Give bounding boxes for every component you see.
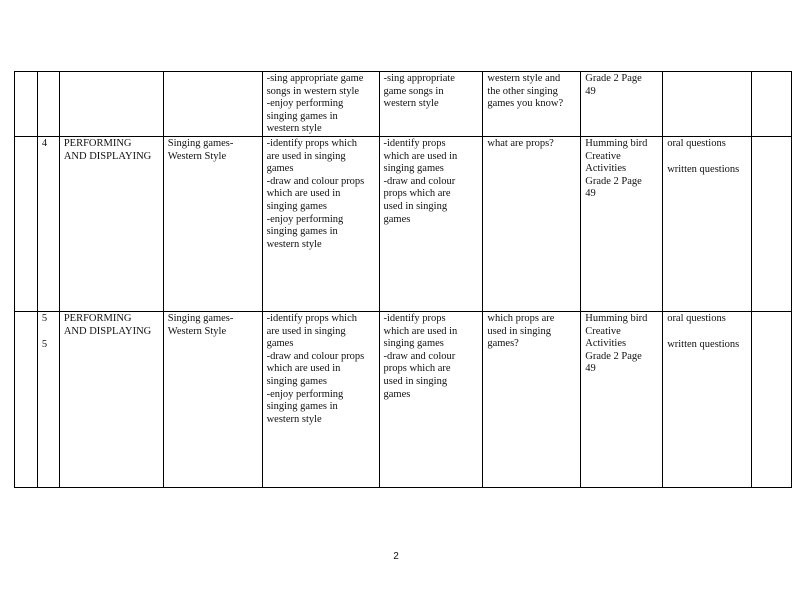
lesson-cell [37, 311, 59, 487]
cell-line [42, 326, 55, 339]
week-cell [15, 311, 38, 487]
cell-line: used in singing [383, 200, 448, 212]
cell-line: Western Style [167, 325, 227, 337]
assessment-cell [663, 311, 752, 487]
cell-line: which props are [487, 312, 555, 324]
week-cell [15, 72, 38, 137]
cell-line: games [266, 163, 294, 175]
cell-line: games [266, 338, 294, 350]
cell-line: which are used in [266, 363, 341, 375]
sub-strand-cell [163, 136, 262, 311]
cell-line: which are used in [266, 188, 341, 200]
cell-line: Grade 2 Page [585, 175, 642, 187]
reflection-cell [752, 311, 792, 487]
cell-line: -draw and colour props [266, 350, 365, 362]
cell-line: western style [266, 413, 322, 425]
cell-line: game songs in [383, 85, 444, 97]
cell-line: Activities [585, 338, 627, 350]
table-row [15, 136, 792, 311]
cell-line: used in singing [487, 325, 551, 337]
cell-line: Grade 2 Page [585, 73, 642, 84]
lesson-cell [37, 136, 59, 311]
cell-line: Singing games- [167, 137, 234, 149]
cell-line: -sing appropriate [383, 73, 455, 84]
cell-line: singing games [383, 163, 444, 175]
cell-line: games [383, 388, 411, 400]
cell-line: 5 [41, 312, 48, 324]
page-number: 2 [393, 551, 399, 562]
cell-line: games [383, 213, 411, 225]
cell-line: are used in singing [266, 150, 346, 162]
cell-line: singing games [266, 375, 327, 387]
cell-line: 49 [585, 85, 596, 97]
cell-line: Humming bird [585, 137, 648, 149]
cell-line: western style [266, 123, 322, 135]
learning-outcomes-cell [262, 311, 379, 487]
key-inquiry-cell [483, 72, 581, 137]
assessment-cell [663, 72, 752, 137]
cell-line [667, 326, 747, 339]
learning-outcomes-cell [262, 72, 379, 137]
cell-line [667, 151, 747, 164]
cell-line: -sing appropriate game [266, 73, 364, 84]
strand-cell [59, 72, 163, 137]
cell-line: written questions [667, 163, 740, 175]
cell-line: Creative [585, 325, 621, 337]
cell-line: -enjoy performing [266, 98, 344, 110]
cell-line: -identify props [383, 137, 446, 149]
learning-experiences-cell [379, 72, 483, 137]
cell-line: AND DISPLAYING [63, 150, 152, 162]
cell-line: -identify props which [266, 137, 357, 149]
cell-line: 49 [585, 363, 596, 375]
cell-line: singing games in [266, 110, 338, 122]
cell-line: singing games [383, 338, 444, 350]
learning-experiences-cell [379, 136, 483, 311]
reflection-cell [752, 72, 792, 137]
cell-line: western style [383, 98, 439, 110]
cell-line: singing games in [266, 226, 338, 238]
cell-line: props which are [383, 363, 451, 375]
cell-line: oral questions [667, 312, 726, 324]
cell-line: what are props? [487, 137, 554, 149]
cell-line: Creative [585, 150, 621, 162]
cell-line: -draw and colour props [266, 175, 365, 187]
resources-cell [581, 136, 663, 311]
cell-line: oral questions [667, 137, 726, 149]
cell-line: -enjoy performing [266, 388, 344, 400]
cell-line: games? [487, 338, 519, 350]
cell-line: 4 [41, 137, 48, 149]
cell-line: -identify props which [266, 312, 357, 324]
scheme-of-work-table [14, 71, 792, 488]
cell-line: -draw and colour [383, 175, 456, 187]
strand-cell [59, 311, 163, 487]
cell-line: western style and [487, 73, 561, 84]
resources-cell [581, 311, 663, 487]
cell-line: Activities [585, 163, 627, 175]
resources-cell [581, 72, 663, 137]
cell-line: games you know? [487, 98, 564, 110]
cell-line: which are used in [383, 325, 458, 337]
assessment-cell [663, 136, 752, 311]
learning-experiences-cell [379, 311, 483, 487]
table-row [15, 72, 792, 137]
cell-line: singing games in [266, 401, 338, 413]
cell-line: the other singing [487, 85, 558, 97]
cell-line: -identify props [383, 312, 446, 324]
sub-strand-cell [163, 311, 262, 487]
cell-line: Humming bird [585, 312, 648, 324]
cell-line: Grade 2 Page [585, 350, 642, 362]
cell-line: Singing games- [167, 312, 234, 324]
cell-line: which are used in [383, 150, 458, 162]
cell-line: used in singing [383, 375, 448, 387]
cell-line: PERFORMING [63, 137, 132, 149]
cell-line: -enjoy performing [266, 213, 344, 225]
cell-line: Western Style [167, 150, 227, 162]
cell-line: AND DISPLAYING [63, 325, 152, 337]
cell-line: 49 [585, 188, 596, 200]
cell-line: singing games [266, 200, 327, 212]
cell-line: 5 [41, 338, 48, 350]
cell-line: written questions [667, 338, 740, 350]
cell-line: props which are [383, 188, 451, 200]
table-row [15, 311, 792, 487]
learning-outcomes-cell [262, 136, 379, 311]
strand-cell [59, 136, 163, 311]
cell-line: are used in singing [266, 325, 346, 337]
week-cell [15, 136, 38, 311]
cell-line: songs in western style [266, 85, 360, 97]
sub-strand-cell [163, 72, 262, 137]
cell-line: PERFORMING [63, 312, 132, 324]
key-inquiry-cell [483, 136, 581, 311]
cell-line: -draw and colour [383, 350, 456, 362]
lesson-cell [37, 72, 59, 137]
reflection-cell [752, 136, 792, 311]
cell-line: western style [266, 238, 322, 250]
key-inquiry-cell [483, 311, 581, 487]
